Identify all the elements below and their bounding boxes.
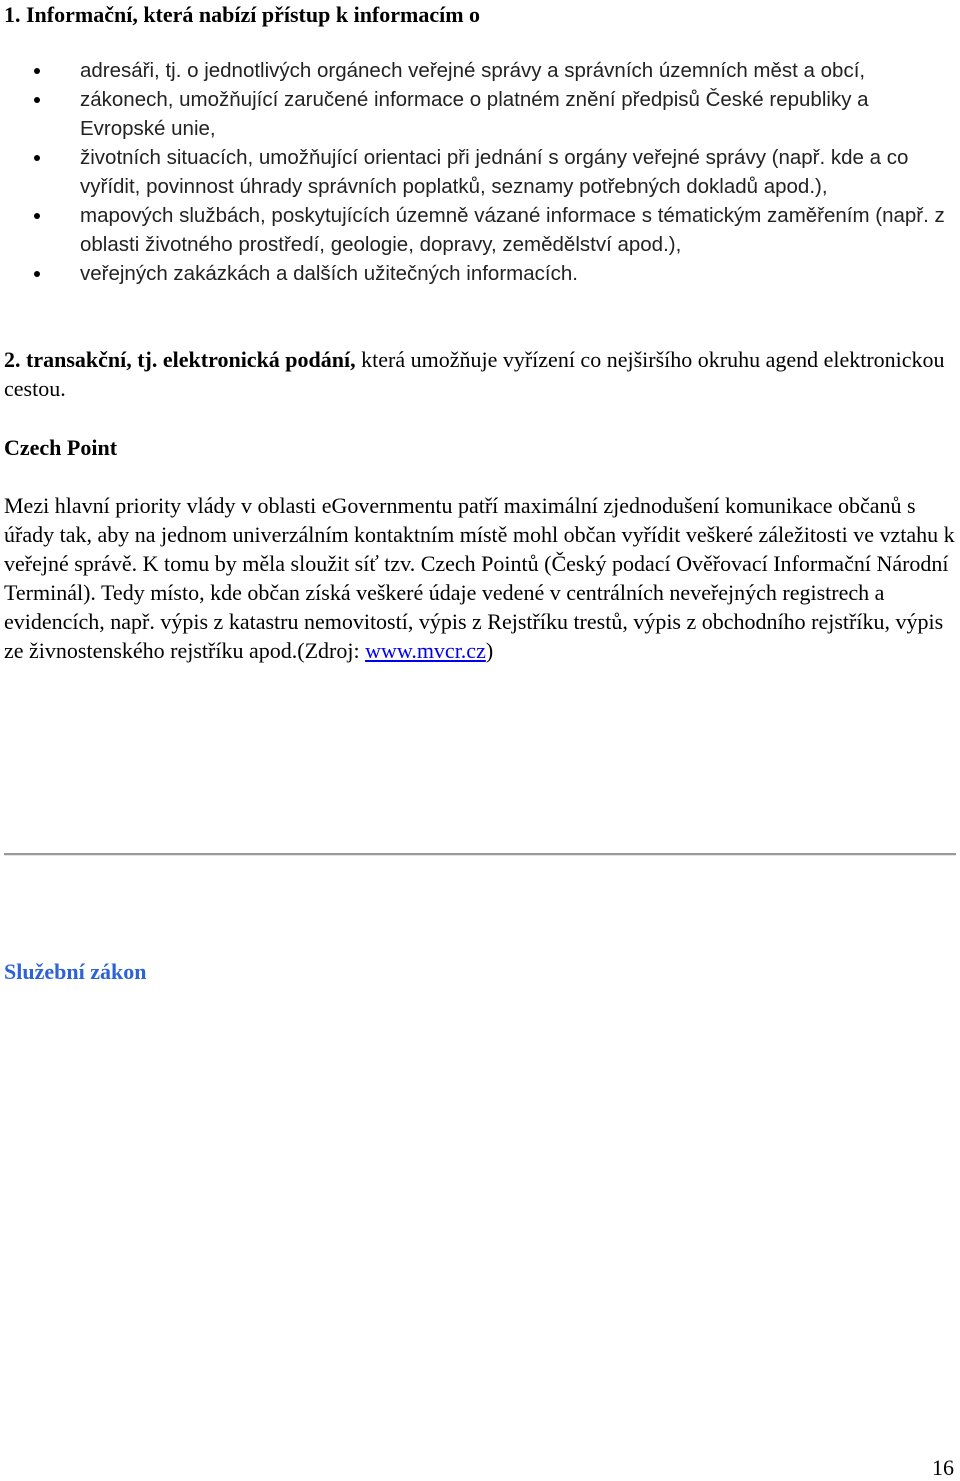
list-item <box>0 85 960 143</box>
list-item <box>0 56 960 85</box>
page-number: 16 <box>932 1455 954 1480</box>
list-item-text: adresáři, tj. o jednotlivých orgánech veřejné správy a správních územních měst a obcí, <box>80 59 866 82</box>
list-item-text: veřejných zakázkách a dalších užitečných informacích. <box>80 262 578 285</box>
transaction-label: 2. transakční, tj. elektronická podání, <box>4 347 356 372</box>
bullet-icon <box>34 271 40 277</box>
czech-point-paragraph <box>4 491 956 665</box>
transaction-paragraph <box>4 345 954 403</box>
list-item <box>0 201 960 259</box>
list-item <box>0 259 960 288</box>
czech-point-text: Mezi hlavní priority vlády v oblasti eGovernmentu patří maximální zjednodušení komunikace občanů s úřady tak, aby na jednom univerzálním kontaktním místě mohl občan vyřídit veškeré záležitosti ve vztahu k veřejné správě. K tomu by měla sloužit síť tzv. Czech Pointů (Český podací Ověřovací Informační Národní Terminál). Tedy místo, kde občan získá veškeré údaje vedené v centrálních neveřejných registrech a evidencích, např. výpis z katastru nemovitostí, výpis z Rejstříku trestů, výpis z obchodního rejstříku, výpis ze živnostenského rejstříku apod.(Zdroj: <box>4 493 955 663</box>
bullet-icon <box>34 97 40 103</box>
bullet-icon <box>34 68 40 74</box>
horizontal-divider <box>4 853 956 856</box>
bullet-icon <box>34 213 40 219</box>
list-item-text: mapových službách, poskytujících územně vázané informace s tématickým zaměřením (např. z oblasti životného prostředí, geologie, dopravy, zemědělství apod.), <box>80 204 945 256</box>
section-heading: 1. Informační, která nabízí přístup k informacím o <box>4 2 481 27</box>
list-item <box>0 143 960 201</box>
sluzebni-zakon-link[interactable]: Služební zákon <box>4 959 147 984</box>
czech-point-text-end: ) <box>485 638 494 663</box>
transaction-text: která umožňuje vyřízení co nejširšího okruhu agend elektronickou cestou. <box>4 347 945 401</box>
list-item-text: zákonech, umožňující zaručené informace o platném znění předpisů České republiky a Evropské unie, <box>80 88 869 140</box>
list-item-text: životních situacích, umožňující orientaci při jednání s orgány veřejné správy (např. kde a co vyřídit, povinnost úhrady správních poplatků, seznamy potřebných dokladů apod.), <box>80 146 909 198</box>
czech-point-title: Czech Point <box>4 435 118 460</box>
source-link[interactable]: www.mvcr.cz <box>365 638 486 663</box>
bullet-list <box>0 56 960 288</box>
bullet-icon <box>34 155 40 161</box>
